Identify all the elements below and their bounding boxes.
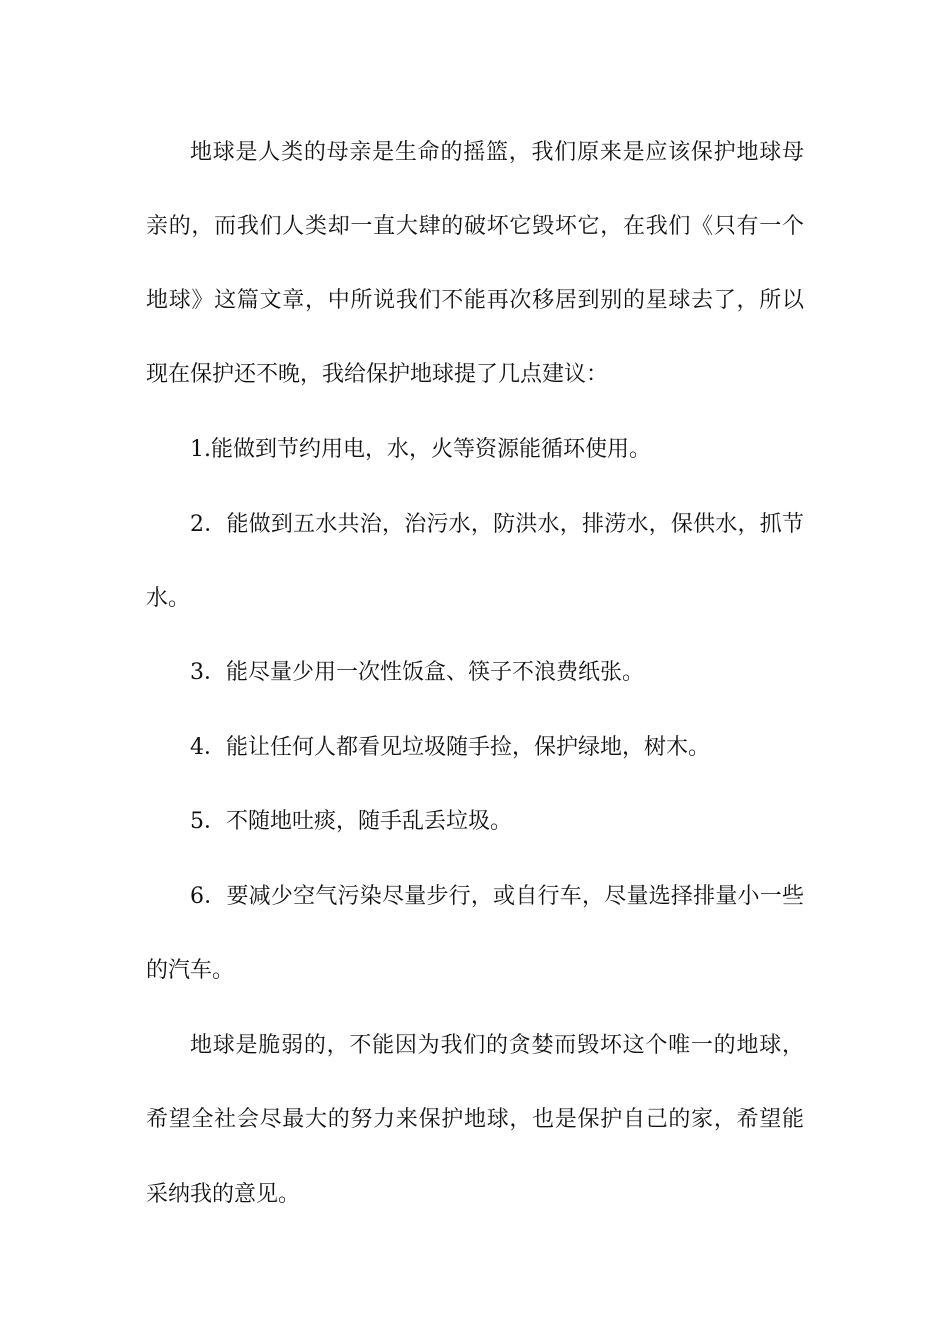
closing-line-2: 希望全社会尽最大的努力来保护地球，也是保护自己的家，希望能 — [146, 1107, 804, 1132]
suggestion-2-line-2: 水。 — [146, 586, 191, 611]
suggestion-2-line-1: 2．能做到五水共治，治污水，防洪水，排涝水，保供水，抓节 — [190, 512, 804, 537]
closing-line-3: 采纳我的意见。 — [146, 1182, 301, 1207]
suggestion-6-line-1: 6．要减少空气污染尽量步行，或自行车，尽量选择排量小一些 — [190, 884, 804, 909]
closing-line-1: 地球是脆弱的，不能因为我们的贪婪而毁坏这个唯一的地球， — [190, 1033, 804, 1058]
paragraph-1-line-3: 地球》这篇文章，中所说我们不能再次移居到别的星球去了，所以 — [146, 288, 804, 313]
suggestion-3: 3．能尽量少用一次性饭盒、筷子不浪费纸张。 — [190, 660, 644, 685]
suggestion-5: 5．不随地吐痰，随手乱丢垃圾。 — [190, 809, 512, 834]
paragraph-1-line-1: 地球是人类的母亲是生命的摇篮，我们原来是应该保护地球母 — [190, 140, 804, 165]
suggestion-6-line-2: 的汽车。 — [146, 958, 235, 983]
suggestion-1: 1.能做到节约用电，水，火等资源能循环使用。 — [190, 437, 651, 462]
suggestion-4: 4．能让任何人都看见垃圾随手捡，保护绿地，树木。 — [190, 735, 710, 760]
paragraph-1-line-2: 亲的，而我们人类却一直大肆的破坏它毁坏它，在我们《只有一个 — [146, 214, 804, 239]
paragraph-1-line-4: 现在保护还不晚，我给保护地球提了几点建议： — [146, 362, 609, 387]
